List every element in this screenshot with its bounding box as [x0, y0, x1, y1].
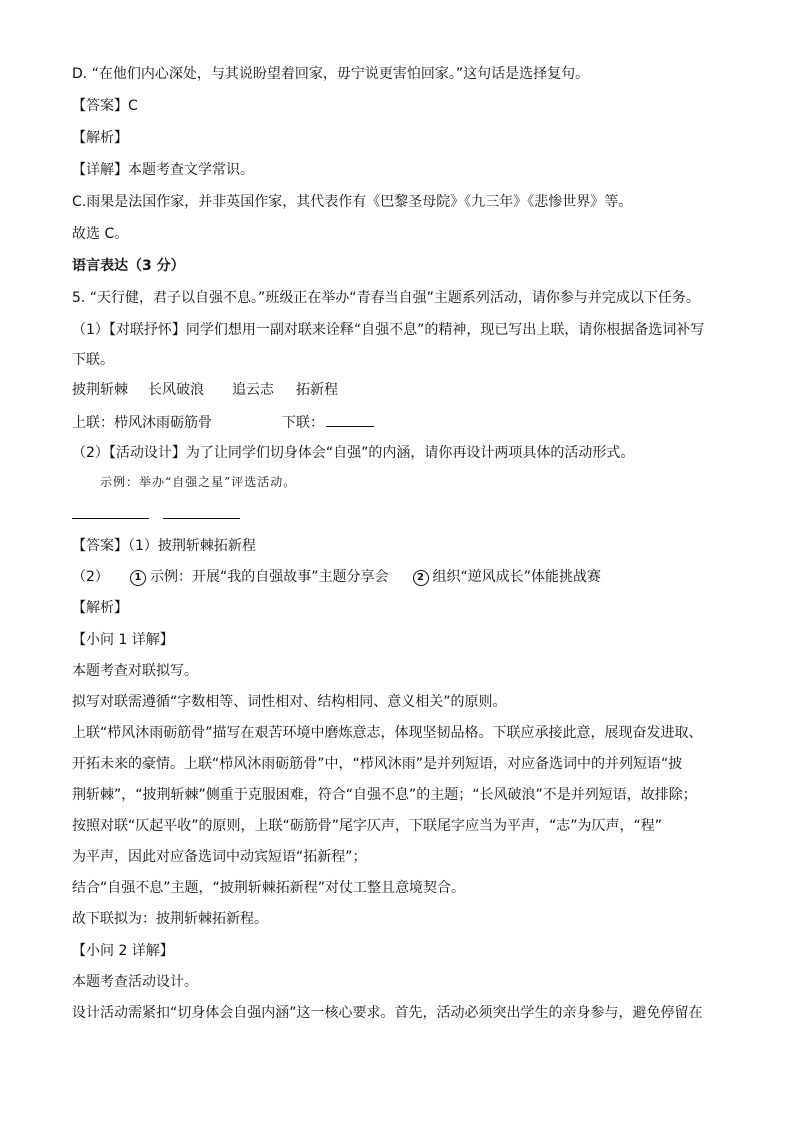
answer-label: 【答案】 [72, 98, 128, 114]
sub-question-2-title: 【小问 2 详解】 [72, 943, 174, 959]
paragraph-line: 本题考查对联拟写。 [72, 663, 198, 679]
choose-c: 故选 C。 [72, 226, 129, 242]
section-title: 语言表达（3 分） [72, 258, 185, 274]
answer-value: C [128, 98, 138, 114]
circled-number-1: 1 [130, 570, 146, 586]
part-2-item-2: 组织“逆风成长”体能挑战赛 [432, 569, 602, 585]
paragraph-line: 拟写对联需遵循“字数相等、词性相对、结构相同、意义相关”的原则。 [72, 694, 507, 710]
paragraph-line: 结合“自强不息”主题，“披荆斩棘拓新程”对仗工整且意境契合。 [72, 880, 466, 896]
answer-blank-2[interactable] [163, 518, 240, 519]
paragraph-line: 设计活动需紧扣“切身体会自强内涵”这一核心要求。首先，活动必须突出学生的亲身参与，避免停留在 [72, 1005, 703, 1021]
option-word: 拓新程 [296, 382, 338, 398]
lower-couplet-blank[interactable] [326, 412, 374, 427]
question-5-2: （2）【活动设计】为了让同学们切身体会“自强”的内涵，请你再设计两项具体的活动形式。 [72, 445, 635, 461]
paragraph-line: 按照对联“仄起平收”的原则，上联“砺筋骨”尾字仄声，下联尾字应当为平声，“志”为仄声，“程” [72, 818, 663, 834]
analysis-2-label: 【解析】 [72, 600, 128, 616]
circled-number-2: 2 [413, 570, 429, 586]
part-2-prefix: （2） [72, 569, 109, 585]
couplet-line [72, 412, 374, 433]
question-5-1-line-b: 下联。 [72, 352, 114, 368]
upper-couplet: 上联：栉风沐雨砺筋骨 [72, 415, 212, 431]
option-word: 披荆斩棘 [72, 382, 128, 398]
c-statement: C.雨果是法国作家，并非英国作家，其代表作有《巴黎圣母院》《九三年》《悲惨世界》等。 [72, 194, 633, 210]
paragraph-line: 为平声，因此对应备选词中动宾短语“拓新程”； [72, 849, 367, 865]
paragraph-line: 本题考查活动设计。 [72, 974, 198, 990]
sub-question-1-title: 【小问 1 详解】 [72, 632, 174, 648]
answer-1 [72, 96, 138, 116]
analysis-1-label: 【解析】 [72, 130, 128, 146]
paragraph-line: 开拓未来的豪情。上联“栉风沐雨砺筋骨”中，“栉风沐雨”是并列短语，对应备选词中的并列短语“披 [72, 756, 683, 772]
question-5: 5. “天行健，君子以自强不息。”班级正在举办“青春当自强”主题系列活动，请你参与并完成以下任务。 [72, 290, 700, 306]
lower-couplet-label: 下联： [282, 415, 324, 431]
answer-value: （1）披荆斩棘拓新程 [128, 538, 256, 554]
example-handwriting: 示例：举办“自强之星”评选活动。 [100, 475, 297, 489]
paragraph-line: 上联“栉风沐雨砺筋骨”描写在艰苦环境中磨炼意志，体现坚韧品格。下联应承接此意，展现奋发进取、 [72, 725, 703, 741]
option-words [72, 380, 338, 400]
answer-2-part-2 [72, 567, 601, 587]
option-d: D. “在他们内心深处，与其说盼望着回家，毋宁说更害怕回家。”这句话是选择复句。 [72, 66, 590, 82]
option-word: 长风破浪 [148, 382, 204, 398]
answer-blank-1[interactable] [72, 518, 149, 519]
part-2-item-1: 示例：开展“我的自强故事”主题分享会 [150, 569, 389, 585]
paragraph-line: 故下联拟为：披荆斩棘拓新程。 [72, 911, 268, 927]
paragraph-line: 荆斩棘”，“披荆斩棘”侧重于克服困难，符合“自强不息”的主题；“长风破浪”不是并列短语，故排除； [72, 787, 697, 803]
option-word: 追云志 [232, 382, 274, 398]
question-5-1-line-a: （1）【对联抒怀】同学们想用一副对联来诠释“自强不息”的精神，现已写出上联，请你根据备选词补写 [72, 322, 705, 338]
detail-1: 【详解】本题考查文学常识。 [72, 162, 254, 178]
answer-label: 【答案】 [72, 538, 128, 554]
answer-2 [72, 536, 256, 556]
